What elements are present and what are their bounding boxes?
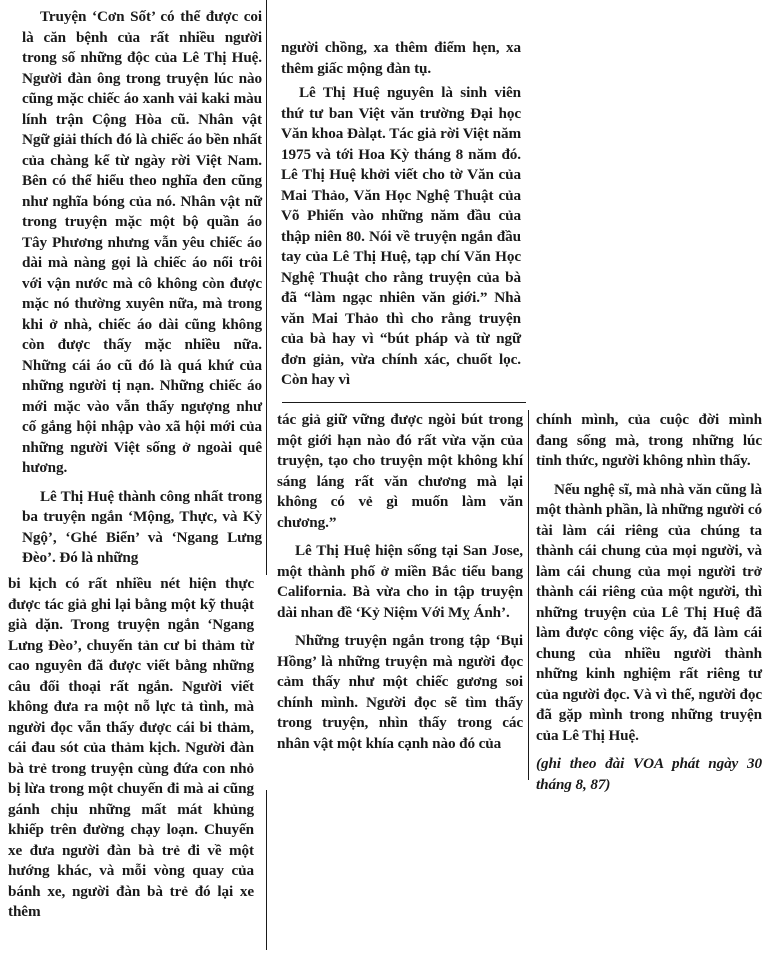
paragraph: Lê Thị Huệ nguyên là sinh viên thứ tư ban Việt văn trường Đại học Văn khoa Đàlạt. Tác giả rời Việt năm 1975 và tới Hoa Kỳ tháng 8 năm đó. Lê Thị Huệ khởi viết cho tờ Văn của Mai Thảo, Văn Học Nghệ Thuật của Võ Phiến vào những năm đầu của thập niên 80. Nói về truyện ngắn đầu tay của Lê Thị Huệ, tạp chí Văn Học Nghệ Thuật cho rằng truyện của bà đã “làm ngạc nhiên văn giới.” Nhà văn Mai Thảo thì cho rằng truyện của bà hay vì “bút pháp và từ ngữ đơn giản, vừa chính xác, chuốt lọc. Còn hay vì: [281, 84, 521, 388]
paragraph: người chồng, xa thêm điểm hẹn, xa thêm giấc mộng đàn tụ.: [281, 39, 521, 77]
column-1-upper: [22, 7, 262, 569]
column-2-lower: [277, 410, 523, 754]
source-caption: (ghi theo đài VOA phát ngày 30 tháng 8, 87): [536, 755, 762, 793]
paragraph: chính mình, của cuộc đời mình đang sống mà, trong những lúc tỉnh thức, người không nhìn thấy.: [536, 411, 762, 469]
column-1-lower: [8, 574, 254, 923]
column-divider: [266, 790, 267, 950]
paragraph: Lê Thị Huệ hiện sống tại San Jose, một thành phố ở miền Bắc tiểu bang California. Bà vừa cho in tập truyện dài nhan đề ‘Kỷ Niệm Với Mỵ Ánh’.: [277, 542, 523, 621]
paragraph: Lê Thị Huệ thành công nhất trong ba truyện ngắn ‘Mộng, Thực, và Kỳ Ngộ’, ‘Ghé Biển’ và ‘Ngang Lưng Đèo’. Đó là những: [22, 487, 262, 566]
paragraph: Truyện ‘Cơn Sốt’ có thể được coi là căn bệnh của rất nhiều người trong số những độc của Lê Thị Huệ. Người đàn ông trong truyện lúc nào cũng mặc chiếc áo xanh vải kaki màu lính trận Cộng Hòa cũ. Nhân vật Ngữ giải thích đó là chiếc áo bền nhất của chàng kể từ ngày rời Việt Nam. Bên có thể hiểu theo nghĩa đen cũng như nghĩa bóng của nó. Nhân vật nữ trong truyện mặc một bộ quần áo Tây Phương nhưng vẫn yêu chiếc áo dài mà nàng gọi là chiếc áo nổi trôi với vận nước mà cô không còn được mặc nó thường xuyên nữa, mà trong khi ở nhà, chiếc áo dài cũng không còn được thấy mặc nhiều nữa. Những cái áo cũ đó là quá khứ của những người tị nạn. Những chiếc áo mới mặc vào vẫn thấy ngượng như cố gắng hội nhập vào xã hội mới của những người Việt sống ở ngoài quê hương.: [22, 8, 262, 476]
paragraph: bi kịch có rất nhiều nét hiện thực được tác giả ghi lại bằng một kỹ thuật già dặn. Trong truyện ngắn ‘Ngang Lưng Đèo’, chuyến tản cư bi thảm từ cao nguyên đã được viết bằng những câu đối thoại rất ngắn. Người viết không đưa ra một nỗ lực tả tình, mà người đọc vẫn thấy được cái bi thảm, cái đau sót của thảm kịch. Người đàn bà trẻ trong truyện cùng đứa con nhỏ bị lừa trong một chuyến đi mà ai cũng gánh chịu những mất mát khủng khiếp trên đường chạy loạn. Chuyến xe đưa người đàn bà trẻ đi về một hướng khác, và mỗi vòng quay của bánh xe, người đàn bà trẻ đó lại xe thêm: [8, 575, 254, 920]
paragraph: Nếu nghệ sĩ, mà nhà văn cũng là một thành phần, là những người có tài làm cái riêng của chúng ta thành cái chung của mọi người, và làm cái chung của mọi người trở thành cái riêng của một người, thì những truyện của Lê Thị Huệ đã làm được công việc ấy, đã làm cái chung của nhiều người thành những kinh nghiệm rất riêng tư của người đọc. Và vì thế, người đọc đã gặp mình trong những truyện của Lê Thị Huệ.: [536, 480, 762, 744]
column-3: [536, 410, 762, 795]
column-2-upper: [281, 38, 521, 391]
section-divider: [282, 402, 526, 403]
paragraph: tác giả giữ vững được ngòi bút trong một giới hạn nào đó rất vừa vặn của truyện, tạo cho truyện một không khí sáng láng rất văn chương mà lại không có vẻ gì muốn làm văn chương.”: [277, 411, 523, 531]
column-divider: [528, 410, 529, 780]
paragraph: Những truyện ngắn trong tập ‘Bụi Hồng’ là những truyện mà người đọc cảm thấy như một chiếc gương soi chính mình. Người đọc sẽ tìm thấy trong truyện, nhìn thấy trong các nhân vật một khía cạnh nào đó của: [277, 632, 523, 752]
column-divider: [266, 0, 267, 575]
